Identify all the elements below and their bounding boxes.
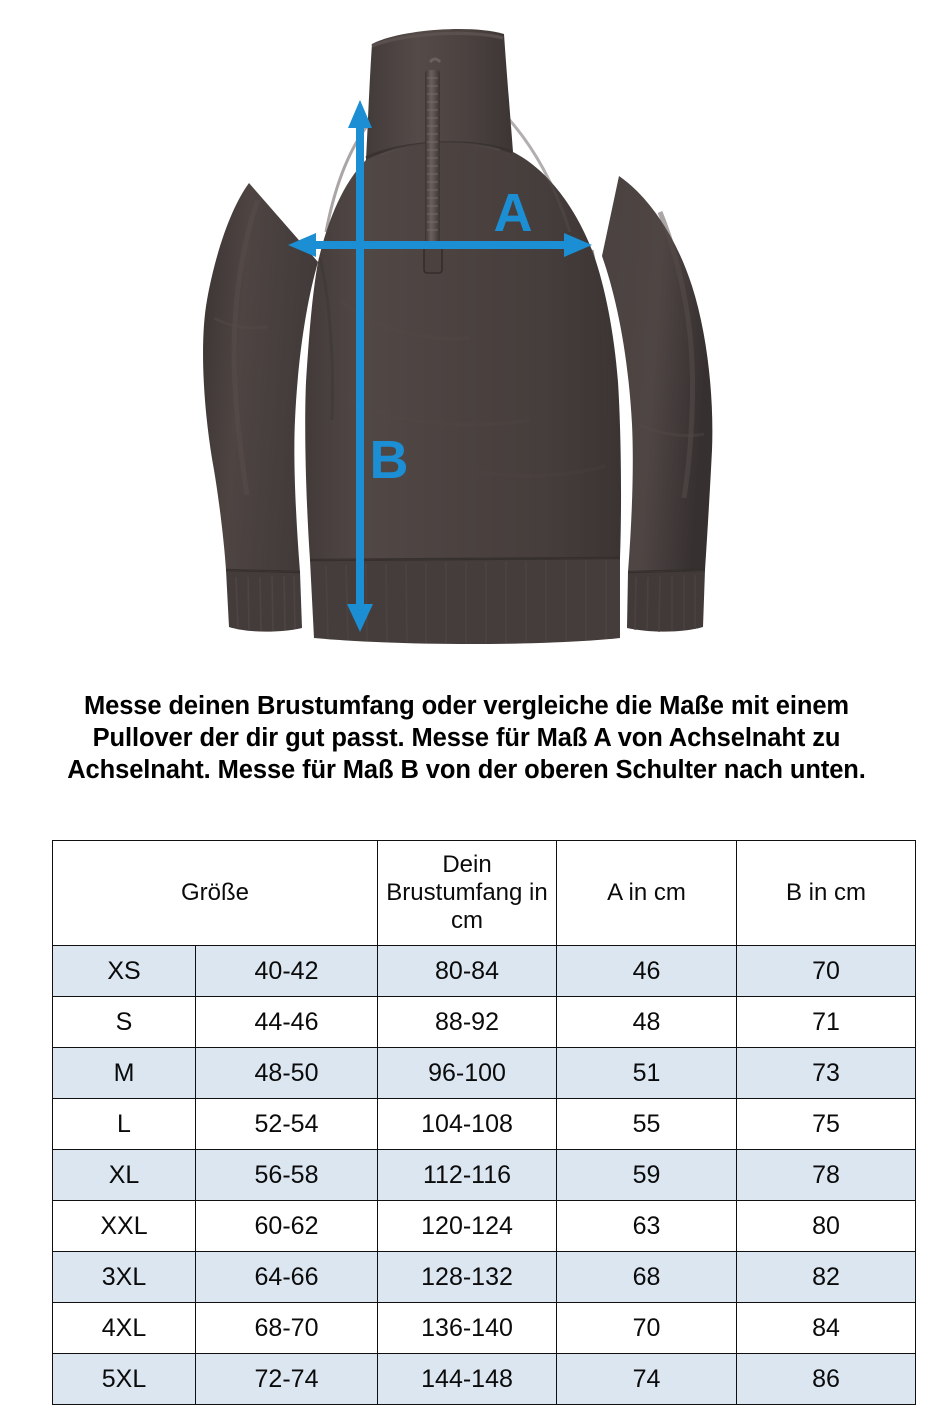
measurement-instructions: Messe deinen Brustumfang oder vergleiche die Maße mit einem Pullover der dir gut passt. Messe für Maß A von Achselnaht zu Achselnaht. Messe für Maß B von der oberen Schulter nach unten.: [67, 691, 866, 785]
measure-b-label: B: [369, 430, 409, 490]
size-cell: M: [53, 1048, 196, 1099]
measure-a-cell: 46: [557, 946, 737, 997]
table-row: [53, 946, 916, 997]
size-number-cell: 72-74: [196, 1354, 378, 1405]
measure-a-cell: 51: [557, 1048, 737, 1099]
size-cell: L: [53, 1099, 196, 1150]
table-row: [53, 1252, 916, 1303]
size-cell: XS: [53, 946, 196, 997]
column-header-size: Größe: [53, 841, 378, 946]
size-number-cell: 60-62: [196, 1201, 378, 1252]
measure-a-cell: 70: [557, 1303, 737, 1354]
measure-a-cell: 55: [557, 1099, 737, 1150]
chest-cell: 88-92: [378, 997, 557, 1048]
measure-b-cell: 73: [737, 1048, 916, 1099]
table-row: [53, 1099, 916, 1150]
size-cell: XXL: [53, 1201, 196, 1252]
table-header: [53, 841, 916, 946]
table-row: [53, 1201, 916, 1252]
size-cell: 5XL: [53, 1354, 196, 1405]
table-header-row: [53, 841, 916, 946]
chest-cell: 104-108: [378, 1099, 557, 1150]
size-cell: 4XL: [53, 1303, 196, 1354]
column-header-chest: Dein Brustumfang in cm: [378, 841, 557, 946]
measure-a-cell: 68: [557, 1252, 737, 1303]
measure-a-label: A: [493, 183, 533, 243]
measure-a-cell: 48: [557, 997, 737, 1048]
measure-b-cell: 75: [737, 1099, 916, 1150]
size-number-cell: 48-50: [196, 1048, 378, 1099]
measure-b-cell: 82: [737, 1252, 916, 1303]
table-row: [53, 997, 916, 1048]
size-chart-table: [52, 840, 916, 1405]
size-cell: S: [53, 997, 196, 1048]
size-number-cell: 56-58: [196, 1150, 378, 1201]
measure-b-cell: 80: [737, 1201, 916, 1252]
chest-cell: 80-84: [378, 946, 557, 997]
size-number-cell: 40-42: [196, 946, 378, 997]
chest-cell: 120-124: [378, 1201, 557, 1252]
table-row: [53, 1150, 916, 1201]
column-header-b: B in cm: [737, 841, 916, 946]
measure-a-cell: 63: [557, 1201, 737, 1252]
size-cell: 3XL: [53, 1252, 196, 1303]
measure-b-cell: 70: [737, 946, 916, 997]
chest-cell: 144-148: [378, 1354, 557, 1405]
table-row: [53, 1303, 916, 1354]
table-row: [53, 1354, 916, 1405]
measure-b-cell: 71: [737, 997, 916, 1048]
size-number-cell: 44-46: [196, 997, 378, 1048]
size-number-cell: 64-66: [196, 1252, 378, 1303]
table-row: [53, 1048, 916, 1099]
measure-b-cell: 84: [737, 1303, 916, 1354]
chest-cell: 128-132: [378, 1252, 557, 1303]
chest-cell: 136-140: [378, 1303, 557, 1354]
size-number-cell: 68-70: [196, 1303, 378, 1354]
measure-a-cell: 59: [557, 1150, 737, 1201]
zipper-icon: [424, 59, 442, 273]
size-number-cell: 52-54: [196, 1099, 378, 1150]
product-illustration: [0, 0, 933, 655]
measure-b-cell: 86: [737, 1354, 916, 1405]
chest-cell: 112-116: [378, 1150, 557, 1201]
size-cell: XL: [53, 1150, 196, 1201]
measure-b-cell: 78: [737, 1150, 916, 1201]
chest-cell: 96-100: [378, 1048, 557, 1099]
measure-a-cell: 74: [557, 1354, 737, 1405]
table-body: [53, 946, 916, 1405]
column-header-a: A in cm: [557, 841, 737, 946]
